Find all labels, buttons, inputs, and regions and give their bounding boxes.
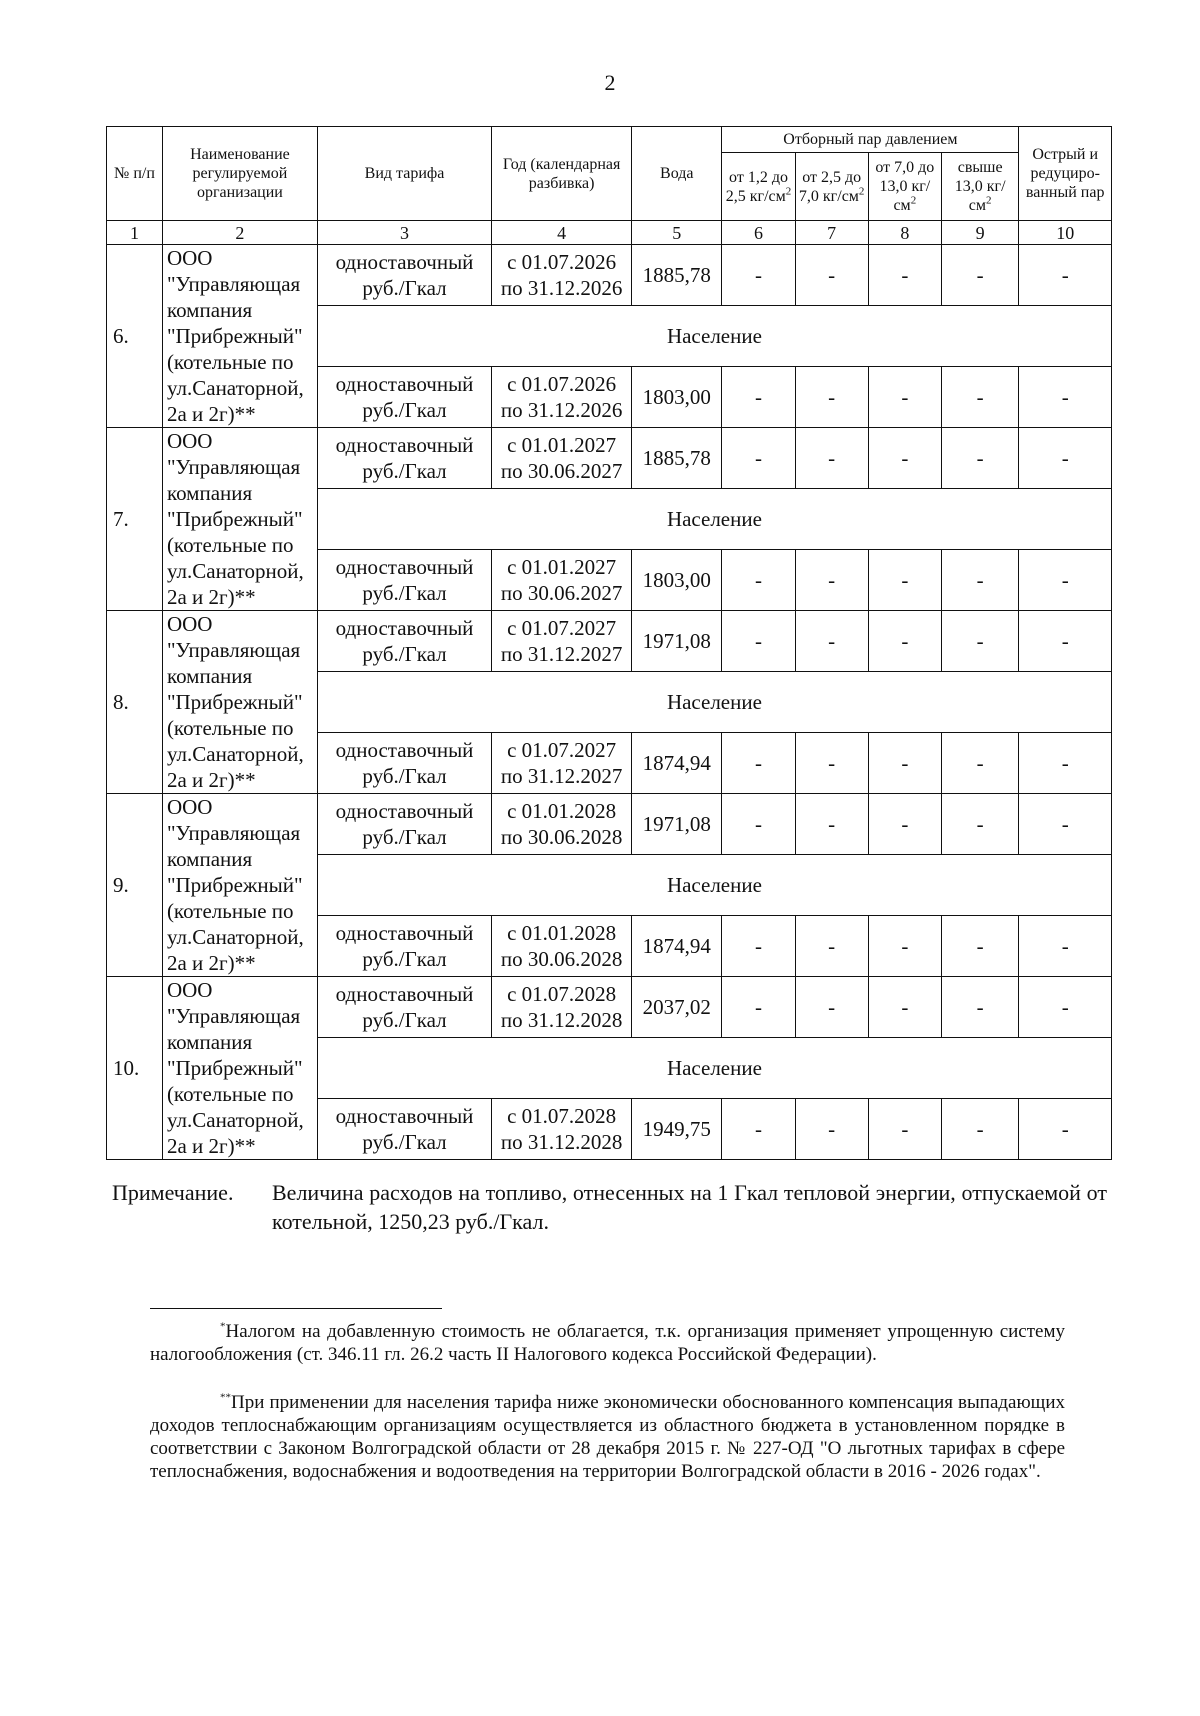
water-value: 1885,78 <box>632 428 722 489</box>
empty-value: - <box>1019 977 1112 1038</box>
tariff-period: с 01.01.2027 по 30.06.2027 <box>492 428 632 489</box>
footnote-2-mark: ** <box>220 1391 231 1404</box>
tariff-period: с 01.07.2028 по 31.12.2028 <box>492 977 632 1038</box>
table-row <box>107 428 1112 489</box>
column-number: 1 <box>107 221 163 245</box>
header-year: Год (календарная разбивка) <box>492 127 632 221</box>
empty-value: - <box>722 733 795 794</box>
column-number: 7 <box>795 221 868 245</box>
empty-value: - <box>941 367 1018 428</box>
empty-value: - <box>722 611 795 672</box>
tariff-period: с 01.01.2027 по 30.06.2027 <box>492 550 632 611</box>
note-text: Величина расходов на топливо, отнесенных на 1 Гкал тепловой энергии, отпускаемой от котельной, 1250,23 руб./Гкал. <box>272 1180 1107 1234</box>
empty-value: - <box>868 977 941 1038</box>
empty-value: - <box>722 245 795 306</box>
empty-value: - <box>795 916 868 977</box>
water-value: 1971,08 <box>632 611 722 672</box>
header-tariff: Вид тарифа <box>317 127 491 221</box>
empty-value: - <box>941 245 1018 306</box>
tariff-table <box>106 126 1112 1160</box>
empty-value: - <box>1019 1099 1112 1160</box>
header-steam-4: свыше 13,0 $кг/см^2$ <box>941 153 1018 221</box>
population-label: Население <box>317 855 1111 916</box>
column-number: 10 <box>1019 221 1112 245</box>
population-label: Население <box>317 306 1111 367</box>
empty-value: - <box>868 367 941 428</box>
empty-value: - <box>795 977 868 1038</box>
water-value: 1803,00 <box>632 550 722 611</box>
tariff-type: одноставочный руб./Гкал <box>317 733 491 794</box>
row-number: 9. <box>107 794 163 977</box>
empty-value: - <box>722 428 795 489</box>
empty-value: - <box>795 794 868 855</box>
footnote-2 <box>150 1391 1065 1483</box>
empty-value: - <box>722 916 795 977</box>
note <box>112 1178 1112 1236</box>
tariff-period: с 01.07.2026 по 31.12.2026 <box>492 245 632 306</box>
empty-value: - <box>722 550 795 611</box>
column-number: 2 <box>162 221 317 245</box>
organization-name: ООО "Управляющая компания "Прибрежный" (котельные по ул.Санаторной, 2а и 2г)** <box>162 428 317 611</box>
empty-value: - <box>868 733 941 794</box>
header-steam-2: от 2,5 до 7,0 $кг/см^2$ <box>795 153 868 221</box>
water-value: 1874,94 <box>632 733 722 794</box>
tariff-period: с 01.01.2028 по 30.06.2028 <box>492 916 632 977</box>
empty-value: - <box>941 794 1018 855</box>
header-org: Наименование регулируемой организации <box>162 127 317 221</box>
tariff-period: с 01.01.2028 по 30.06.2028 <box>492 794 632 855</box>
empty-value: - <box>941 977 1018 1038</box>
empty-value: - <box>868 428 941 489</box>
empty-value: - <box>722 367 795 428</box>
row-number: 8. <box>107 611 163 794</box>
empty-value: - <box>795 550 868 611</box>
population-label: Население <box>317 489 1111 550</box>
table-row <box>107 245 1112 306</box>
organization-name: ООО "Управляющая компания "Прибрежный" (котельные по ул.Санаторной, 2а и 2г)** <box>162 245 317 428</box>
empty-value: - <box>1019 733 1112 794</box>
column-number: 4 <box>492 221 632 245</box>
table-row <box>107 794 1112 855</box>
column-number: 5 <box>632 221 722 245</box>
tariff-type: одноставочный руб./Гкал <box>317 428 491 489</box>
tariff-period: с 01.07.2026 по 31.12.2026 <box>492 367 632 428</box>
water-value: 1885,78 <box>632 245 722 306</box>
header-num: № п/п <box>107 127 163 221</box>
empty-value: - <box>868 916 941 977</box>
empty-value: - <box>1019 245 1112 306</box>
table-row <box>107 611 1112 672</box>
empty-value: - <box>941 1099 1018 1160</box>
empty-value: - <box>868 245 941 306</box>
header-sharp-steam: Острый и редуциро-ванный пар <box>1019 127 1112 221</box>
empty-value: - <box>722 1099 795 1160</box>
footnote-divider <box>150 1308 442 1309</box>
organization-name: ООО "Управляющая компания "Прибрежный" (котельные по ул.Санаторной, 2а и 2г)** <box>162 977 317 1160</box>
empty-value: - <box>1019 367 1112 428</box>
empty-value: - <box>722 794 795 855</box>
water-value: 1874,94 <box>632 916 722 977</box>
tariff-period: с 01.07.2028 по 31.12.2028 <box>492 1099 632 1160</box>
empty-value: - <box>941 428 1018 489</box>
tariff-type: одноставочный руб./Гкал <box>317 367 491 428</box>
footnote-1-mark: * <box>220 1320 226 1333</box>
empty-value: - <box>1019 916 1112 977</box>
empty-value: - <box>1019 611 1112 672</box>
empty-value: - <box>941 611 1018 672</box>
column-number-row <box>107 221 1112 245</box>
header-steam-1: от 1,2 до 2,5 $кг/см^2$ <box>722 153 795 221</box>
empty-value: - <box>941 550 1018 611</box>
note-label: Примечание. <box>112 1180 234 1205</box>
empty-value: - <box>795 733 868 794</box>
row-number: 6. <box>107 245 163 428</box>
empty-value: - <box>795 367 868 428</box>
empty-value: - <box>868 550 941 611</box>
empty-value: - <box>868 1099 941 1160</box>
header-steam-group: Отборный пар давлением <box>722 127 1019 153</box>
empty-value: - <box>795 1099 868 1160</box>
footnote-1-text: Налогом на добавленную стоимость не облагается, т.к. организация применяет упрощенную систему налогообложения (ст. 346.11 гл. 26.2 часть II Налогового кодекса Российской Федерации). <box>150 1321 1065 1365</box>
empty-value: - <box>1019 550 1112 611</box>
tariff-type: одноставочный руб./Гкал <box>317 1099 491 1160</box>
tariff-type: одноставочный руб./Гкал <box>317 977 491 1038</box>
column-number: 9 <box>941 221 1018 245</box>
footnote-1 <box>150 1320 1065 1366</box>
empty-value: - <box>868 794 941 855</box>
page-number: 2 <box>604 70 616 95</box>
footnote-2-text: При применении для населения тарифа ниже экономически обоснованного компенсация выпадающих доходов теплоснабжающим организациям осуществляется из областного бюджета в установленном порядке в соответствии с Законом Волгоградской области от 28 декабря 2015 г. № 227-ОД "О льготных тарифах в сфере теплоснабжения, водоснабжения и водоотведения на территории Волгоградской области в 2016 - 2026 годах". <box>150 1392 1065 1482</box>
column-number: 3 <box>317 221 491 245</box>
row-number: 7. <box>107 428 163 611</box>
population-label: Население <box>317 672 1111 733</box>
tariff-period: с 01.07.2027 по 31.12.2027 <box>492 733 632 794</box>
population-label: Население <box>317 1038 1111 1099</box>
organization-name: ООО "Управляющая компания "Прибрежный" (котельные по ул.Санаторной, 2а и 2г)** <box>162 611 317 794</box>
header-steam-3: от 7,0 до 13,0 $кг/см^2$ <box>868 153 941 221</box>
water-value: 2037,02 <box>632 977 722 1038</box>
table-row <box>107 977 1112 1038</box>
tariff-type: одноставочный руб./Гкал <box>317 245 491 306</box>
column-number: 6 <box>722 221 795 245</box>
empty-value: - <box>1019 794 1112 855</box>
tariff-type: одноставочный руб./Гкал <box>317 550 491 611</box>
empty-value: - <box>722 977 795 1038</box>
empty-value: - <box>795 611 868 672</box>
empty-value: - <box>941 916 1018 977</box>
row-number: 10. <box>107 977 163 1160</box>
empty-value: - <box>1019 428 1112 489</box>
water-value: 1949,75 <box>632 1099 722 1160</box>
header-water: Вода <box>632 127 722 221</box>
empty-value: - <box>868 611 941 672</box>
empty-value: - <box>795 245 868 306</box>
water-value: 1803,00 <box>632 367 722 428</box>
water-value: 1971,08 <box>632 794 722 855</box>
tariff-type: одноставочный руб./Гкал <box>317 794 491 855</box>
tariff-type: одноставочный руб./Гкал <box>317 916 491 977</box>
column-number: 8 <box>868 221 941 245</box>
tariff-type: одноставочный руб./Гкал <box>317 611 491 672</box>
empty-value: - <box>941 733 1018 794</box>
empty-value: - <box>795 428 868 489</box>
organization-name: ООО "Управляющая компания "Прибрежный" (котельные по ул.Санаторной, 2а и 2г)** <box>162 794 317 977</box>
tariff-period: с 01.07.2027 по 31.12.2027 <box>492 611 632 672</box>
